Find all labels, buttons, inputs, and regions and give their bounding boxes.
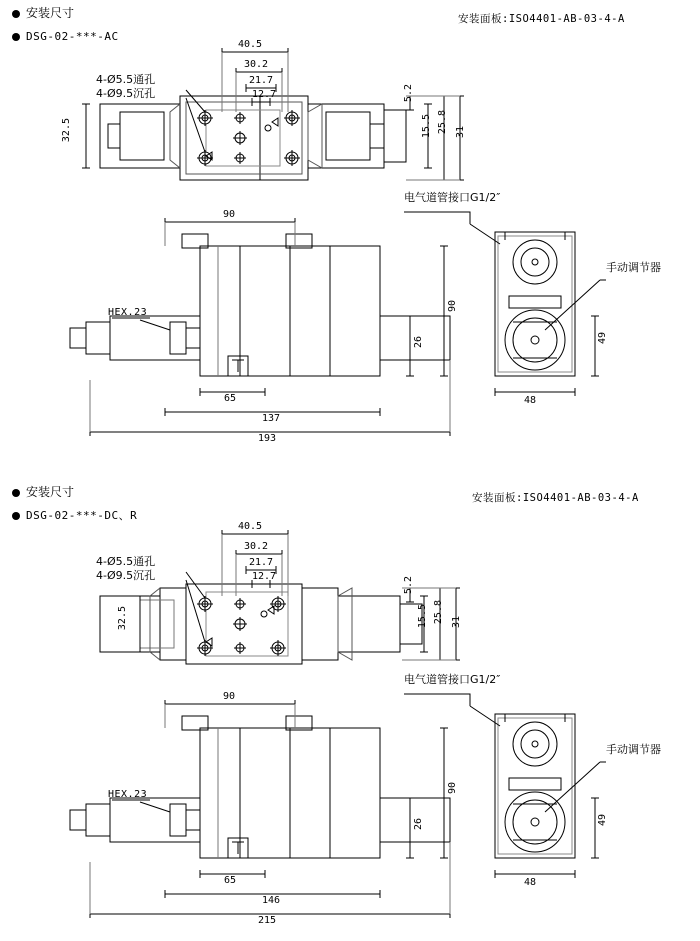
dim-48-side-1: 48 [524,395,537,406]
dim-215-front-2: 215 [258,915,277,926]
section-1-mount-plate: 安装面板:ISO4401-AB-03-4-A [458,13,625,25]
dim-90-front-2: 90 [223,691,236,702]
dim-15-5-2: 15.5 [417,604,428,629]
label-counterbore-2: 4-Ø9.5沉孔 [96,569,156,582]
dim-25-8-2: 25.8 [433,600,444,625]
dim-90-front-1: 90 [223,209,236,220]
section-2-heading: 安装尺寸 [26,485,75,499]
label-conduit-1: 电气道管接口G1/2″ [404,191,501,204]
dim-137-front-1: 137 [262,413,281,424]
dim-90-right-2: 90 [447,782,458,795]
dim-26-right-2: 26 [413,818,424,831]
label-hex-2: HEX.23 [108,789,148,800]
dim-65-front-2: 65 [224,875,237,886]
label-conduit-2: 电气道管接口G1/2″ [404,673,501,686]
dim-65-front-1: 65 [224,393,237,404]
dim-26-right-1: 26 [413,336,424,349]
label-counterbore-1: 4-Ø9.5沉孔 [96,87,156,100]
dim-21-7-1: 21.7 [249,75,274,86]
label-manual-adjuster-1: 手动调节器 [606,261,661,274]
dim-40-5-2: 40.5 [238,521,263,532]
dim-146-front-2: 146 [262,895,281,906]
dim-49-side-1: 49 [597,332,608,345]
section-2-mount-plate: 安装面板:ISO4401-AB-03-4-A [472,492,639,504]
dim-21-7-2: 21.7 [249,557,274,568]
dim-31-2: 31 [451,616,462,629]
dim-40-5-1: 40.5 [238,39,263,50]
dim-48-side-2: 48 [524,877,537,888]
dim-5-2-2: 5.2 [403,576,414,595]
dim-32-5-2: 32.5 [117,606,128,631]
dim-25-8-1: 25.8 [437,110,448,135]
dim-32-5-1: 32.5 [61,118,72,143]
section-1-heading: 安装尺寸 [26,6,75,20]
dim-193-front-1: 193 [258,433,277,444]
dim-49-side-2: 49 [597,814,608,827]
label-manual-adjuster-2: 手动调节器 [606,743,661,756]
label-through-hole-1: 4-Ø5.5通孔 [96,73,156,86]
dim-90-right-1: 90 [447,300,458,313]
dim-31-1: 31 [455,126,466,139]
dim-5-2-1: 5.2 [403,84,414,103]
section-1-model: DSG-02-***-AC [26,30,119,43]
dim-15-5-1: 15.5 [421,114,432,139]
dim-30-2-1: 30.2 [244,59,269,70]
dim-12-7-2: 12.7 [252,571,277,582]
section-2-model: DSG-02-***-DC、R [26,509,138,522]
label-hex-1: HEX.23 [108,307,148,318]
dim-12-7-1: 12.7 [252,89,277,100]
label-through-hole-2: 4-Ø5.5通孔 [96,555,156,568]
dim-30-2-2: 30.2 [244,541,269,552]
